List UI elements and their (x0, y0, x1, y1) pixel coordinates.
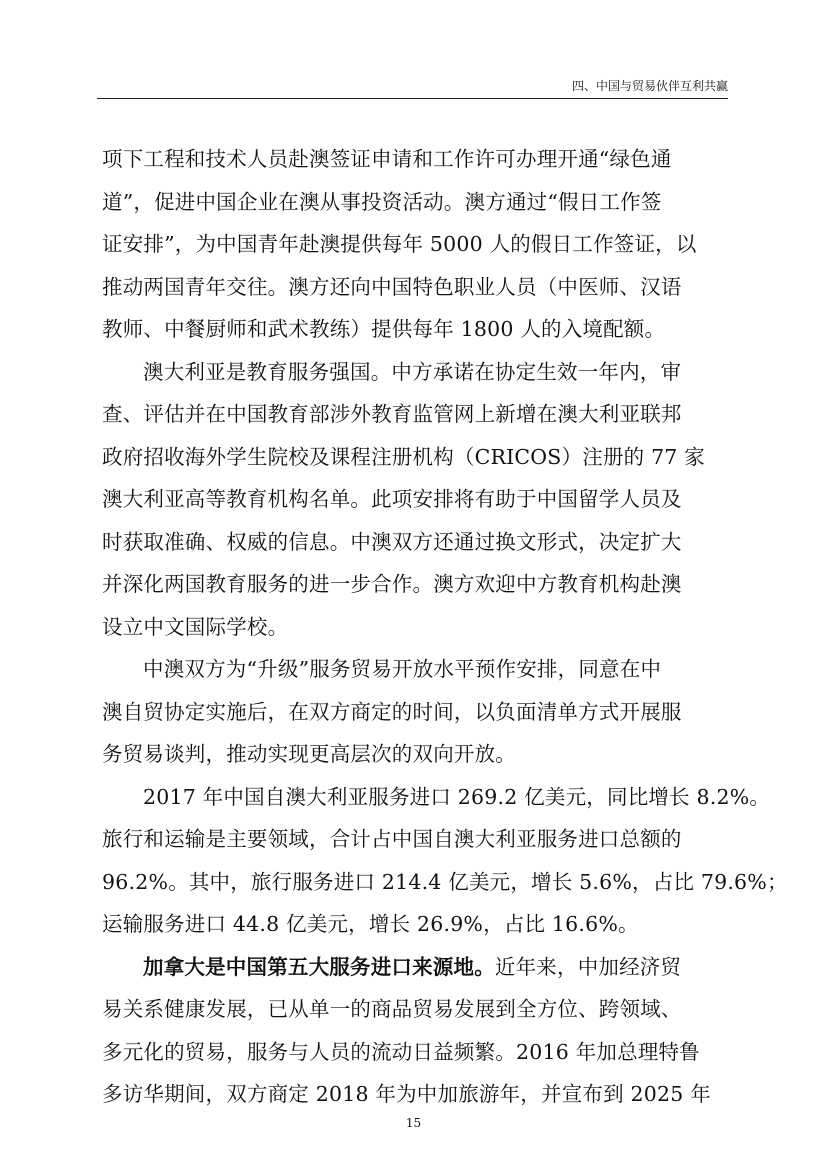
text-line: 旅行和运输是主要领域，合计占中国自澳大利亚服务进口总额的 (102, 827, 682, 851)
page-number: 15 (405, 1116, 422, 1130)
text-line: 多访华期间，双方商定 2018 年为中加旅游年，并宣布到 2025 年 (102, 1082, 711, 1106)
text-line: 道”，促进中国企业在澳从事投资活动。澳方通过“假日工作签 (102, 189, 662, 214)
text-line: 教师、中餐厨师和武术教练）提供每年 1800 人的入境配额。 (102, 317, 666, 341)
paragraph-text: 近年来，中加经济贸 (494, 954, 682, 979)
text-line: 查、评估并在中国教育部涉外教育监管网上新增在澳大利亚联邦 (102, 402, 682, 426)
text-line: 政府招收海外学生院校及课程注册机构（CRICOS）注册的 77 家 (102, 444, 705, 469)
text-line: 并深化两国教育服务的进一步合作。澳方欢迎中方教育机构赴澳 (102, 572, 682, 596)
paragraph-first-line: 2017 年中国自澳大利亚服务进口 269.2 亿美元，同比增长 8.2%。 (143, 784, 771, 809)
body-text (102, 145, 788, 1123)
text-line: 运输服务进口 44.8 亿美元，增长 26.9%，占比 16.6%。 (102, 912, 639, 936)
text-line: 推动两国青年交往。澳方还向中国特色职业人员（中医师、汉语 (102, 274, 682, 299)
paragraph-heading: 加拿大是中国第五大服务进口来源地。 (143, 954, 495, 979)
text-line: 时获取准确、权威的信息。中澳双方还通过换文形式，决定扩大 (102, 529, 682, 554)
text-line: 务贸易谈判，推动实现更高层次的双向开放。 (102, 742, 516, 766)
paragraph-first-line: 澳大利亚是教育服务强国。中方承诺在协定生效一年内，审 (143, 359, 682, 384)
text-line: 96.2%。其中，旅行服务进口 214.4 亿美元，增长 5.6%，占比 79.6%； (102, 869, 788, 894)
running-header (97, 78, 728, 99)
text-line: 项下工程和技术人员赴澳签证申请和工作许可办理开通“绿色通 (102, 147, 672, 171)
text-line: 设立中文国际学校。 (102, 614, 289, 639)
text-line: 多元化的贸易，服务与人员的流动日益频繁。2016 年加总理特鲁 (102, 1039, 700, 1064)
paragraph-first-line (102, 953, 727, 996)
section-title: 四、中国与贸易伙伴互利共赢 (571, 79, 728, 93)
text-line: 澳自贸协定实施后，在双方商定的时间，以负面清单方式开展服 (102, 699, 682, 724)
text-line: 证安排”，为中国青年赴澳提供每年 5000 人的假日工作签证，以 (102, 232, 697, 256)
text-line: 易关系健康发展，已从单一的商品贸易发展到全方位、跨领域、 (102, 997, 682, 1021)
text-line: 澳大利亚高等教育机构名单。此项安排将有助于中国留学人员及 (102, 487, 682, 511)
paragraph-first-line: 中澳双方为“升级”服务贸易开放水平预作安排，同意在中 (143, 657, 662, 681)
